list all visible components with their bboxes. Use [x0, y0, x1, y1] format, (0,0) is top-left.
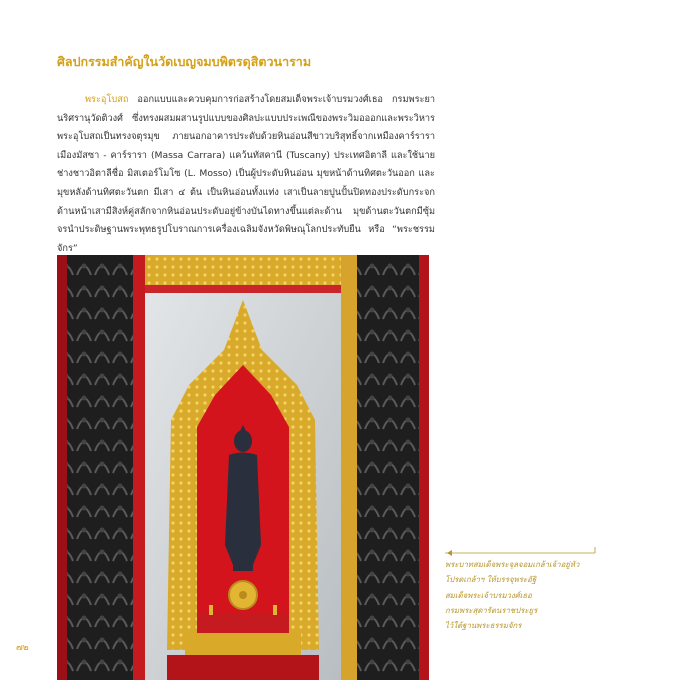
caption-line: กรมพระสุดารัตนราชประยูร	[445, 605, 538, 615]
page-number: ๗๒	[16, 643, 29, 653]
highlight-term: พระอุโบสถ	[85, 94, 129, 105]
body-paragraph	[57, 91, 435, 258]
paragraph-text: ออกแบบและควบคุมการก่อสร้างโดยสมเด็จพระเจ้าบรมวงศ์เธอ กรมพระยานริศรานุวัดติวงศ์ ซึ่งทรงผสมผสานรูปแบบของศิลปะแบบประเพณีของพระวิมอออกและพระวิหารพระอุโบสถเป็นทรงจตุรมุข ภายนอกอาคารประดับด้วยหินอ่อนสีขาวบริสุทธิ์จากเหมืองคาร์ราราเมืองมัสซา - คาร์รารา (Massa Carrara) แคว้นทัสคานี (Tuscany) ประเทศอิตาลี และใช้นายช่างชาวอิตาลีชื่อ มิสเตอร์โมโซ (L. Mosso) เป็นผู้ประดับหินอ่อน มุขหน้าด้านทิศตะวันออก และมุขหลังด้านทิศตะวันตก มีเสา ๔ ต้น เป็นหินอ่อนทั้งแท่ง เสาเป็นลายปูนปั้นปิดทองประดับกระจกด้านหน้าเสามีสิงห์คู่สลักจากหินอ่อนประดับอยู่ข้างบันไดทางขึ้นแต่ละด้าน มุขด้านตะวันตกมีซุ้มจรนำประดิษฐานพระพุทธรูปโบราณการเครื่องเฉลิมจังหวัดพิษณุโลกประทับยืน หรือ “พระชรรมจักร”	[57, 94, 435, 254]
page-title: ศิลปกรรมสำคัญในวัดเบญจมบพิตรดุสิตวนาราม	[57, 54, 312, 69]
photo-caption	[445, 557, 595, 633]
buddha-shrine-photo	[57, 255, 429, 680]
caption-line: โปรดเกล้าฯ ให้บรรจุพระอัฐิ	[445, 575, 537, 585]
caption-line: ไว้ใต้ฐานพระธรรมจักร	[445, 621, 522, 631]
caption-line: สมเด็จพระเจ้าบรมวงศ์เธอ	[445, 590, 532, 600]
caption-line: พระบาทสมเด็จพระจุลจอมเกล้าเจ้าอยู่หัว	[445, 560, 580, 569]
